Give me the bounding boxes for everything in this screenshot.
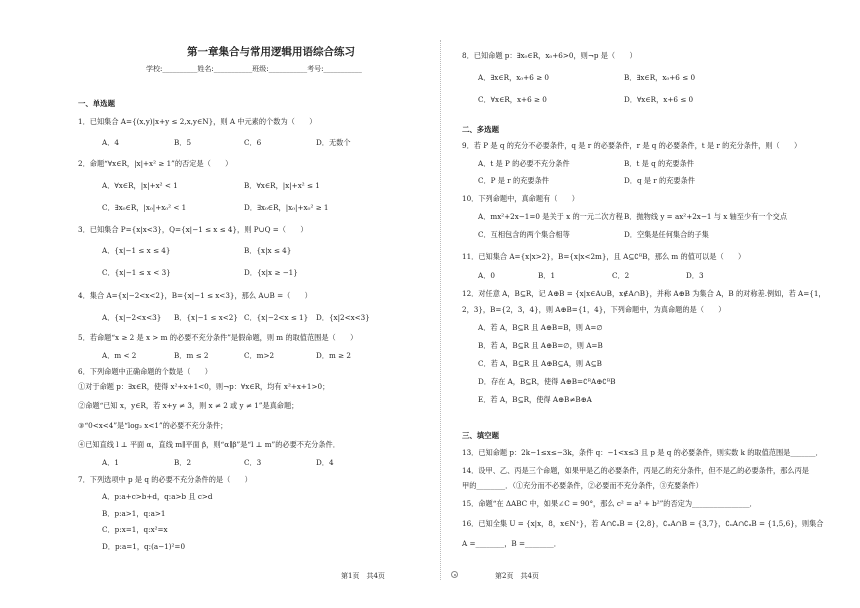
right-line: 2，3}，B={2，3，4}，则 A⊕B={1，4}，下列命题中，为真命题的是（ ） bbox=[462, 305, 726, 314]
right-line: A．0 bbox=[478, 271, 495, 280]
right-line: 10．下列命题中，真命题有（ ） bbox=[462, 194, 579, 203]
left-line: A．{x|−2<x<3} bbox=[102, 313, 162, 322]
left-line: C．{x|−2<x ≤ 1} bbox=[244, 313, 309, 322]
footer-page-left: 第1页 共4页 bbox=[341, 572, 385, 580]
left-line: B．m ≤ 2 bbox=[174, 351, 209, 360]
left-line: B．2 bbox=[174, 458, 192, 467]
section-multiple-choice: 二、多选题 bbox=[462, 125, 499, 134]
right-line: D．∀x∈R，x+6 ≤ 0 bbox=[624, 95, 694, 104]
right-line: 13．已知命题 p：2k−1≤x≤−3k，条件 q：−1<x≤3 且 p 是 q 的必要条件，则实数 k 的取值范围是_______． bbox=[462, 448, 823, 457]
right-line: 9．若 P 是 q 的充分不必要条件，q 是 r 的必要条件，r 是 q 的必要条件，t 是 r 的充分条件，则（ ） bbox=[462, 141, 802, 150]
left-line: D．p:a=1，q:(a−1)²=0 bbox=[102, 542, 186, 551]
right-line: D．q 是 r 的充要条件 bbox=[624, 176, 695, 185]
left-line: 5．若命题“x ≥ 2 是 x > m 的必要不充分条件”是假命题，则 m 的取值范围是（ ） bbox=[78, 333, 358, 342]
left-line: A．4 bbox=[102, 138, 119, 147]
left-line: D．{x|x ≥ −1} bbox=[244, 268, 298, 277]
left-line: B．{x|x ≤ 4} bbox=[244, 246, 292, 255]
left-line: A．1 bbox=[102, 458, 119, 467]
right-line: D．3 bbox=[686, 271, 704, 280]
left-line: 2．命题“∀x∈R，|x|+x² ≥ 1”的否定是（ ） bbox=[78, 159, 233, 168]
right-line: E．若 A，B⊆R，使得 A⊕B≠B⊕A bbox=[478, 395, 592, 404]
left-line: A．p:a+c>b+d，q:a>b 且 c>d bbox=[102, 492, 213, 501]
left-line: 3．已知集合 P={x|x<3}，Q={x|−1 ≤ x ≤ 4}，则 P∪Q =（ ） bbox=[78, 225, 308, 234]
left-line: D．无数个 bbox=[316, 138, 351, 147]
page-title: 第一章集合与常用逻辑用语综合练习 bbox=[187, 46, 355, 58]
left-line: C．3 bbox=[244, 458, 262, 467]
footer-page-right: 第2页 共4页 bbox=[495, 572, 539, 580]
right-line: 12．对任意 A，B⊆R，记 A⊕B = {x|x∈A∪B，x∉A∩B}，并称 A⊕B 为集合 A，B 的对称差.例如，若 A={1， bbox=[462, 289, 826, 298]
right-line: C．P 是 r 的充要条件 bbox=[478, 176, 549, 185]
right-line: C．∀x∈R，x+6 ≥ 0 bbox=[478, 95, 547, 104]
right-line: D．存在 A，B⊆R，使得 A⊕B=∁ᴿA⊕∁ᴿB bbox=[478, 377, 616, 386]
right-line: C．互相包含的两个集合相等 bbox=[478, 230, 570, 239]
right-line: D．空集是任何集合的子集 bbox=[624, 230, 709, 239]
left-line: ①对于命题 p：∃x∈R，使得 x²+x+1<0，则¬p：∀x∈R，均有 x²+x+1>0； bbox=[78, 382, 330, 391]
left-line: 4．集合 A={x|−2<x<2}，B={x|−1 ≤ x<3}，那么 A∪B =（ ） bbox=[78, 291, 312, 300]
right-line: B．∃x∈R，x₀+6 ≤ 0 bbox=[624, 73, 696, 82]
left-line: D．{x|2<x<3} bbox=[316, 313, 370, 322]
left-line: B．∀x∈R，|x|+x² ≤ 1 bbox=[244, 181, 320, 190]
left-line: C．{x|−1 ≤ x < 3} bbox=[102, 268, 171, 277]
left-line: D．∃x₀∈R，|x₀|+x₀² ≥ 1 bbox=[244, 203, 329, 212]
right-line: C．2 bbox=[612, 271, 630, 280]
left-line: D．4 bbox=[316, 458, 334, 467]
right-line: A．若 A，B⊆R 且 A⊕B=B，则 A=∅ bbox=[478, 323, 603, 332]
left-line: ③“0<x<4”是“log₂ x<1”的必要不充分条件； bbox=[78, 421, 228, 430]
right-line: A．mx²+2x−1=0 是关于 x 的一元二次方程 bbox=[478, 212, 623, 221]
right-line: A =________，B =________． bbox=[462, 539, 561, 548]
left-line: ④已知直线 l ⊥ 平面 α，直线 m∥平面 β，则“α∥β”是“l ⊥ m”的必要不充分条件． bbox=[78, 440, 340, 449]
left-line: A．{x|−1 ≤ x ≤ 4} bbox=[102, 246, 171, 255]
right-line: A．t 是 P 的必要不充分条件 bbox=[478, 159, 570, 168]
left-line: C．p:x=1，q:x²=x bbox=[102, 525, 168, 534]
right-line: 15．命题“在 ΔABC 中，如果∠C = 90°，那么 c² = a² + b²”的否定为________________． bbox=[462, 499, 757, 508]
left-line: 6．下列命题中正确命题的个数是（ ） bbox=[78, 367, 212, 376]
left-line: C．6 bbox=[244, 138, 262, 147]
right-line: C．若 A，B⊆R 且 A⊕B⊆A，则 A⊆B bbox=[478, 359, 602, 368]
section-fill-blank: 三、填空题 bbox=[462, 431, 499, 440]
right-line: A．∃x∈R，x₀+6 ≥ 0 bbox=[478, 73, 549, 82]
left-line: 1．已知集合 A={(x,y)|x+y ≤ 2,x,y∈N}，则 A 中元素的个数为（ ） bbox=[78, 117, 317, 126]
left-line: 7．下列选项中 p 是 q 的必要不充分条件的是（ ） bbox=[78, 475, 252, 484]
right-line: B．若 A，B⊆R 且 A⊕B=∅，则 A=B bbox=[478, 341, 603, 350]
left-line: C．∃x₀∈R，|x₀|+x₀² < 1 bbox=[102, 203, 187, 212]
right-line: 11．已知集合 A={x|x>2}，B={x|x<2m}，且 A⊆∁ᴿB，那么 m 的值可以是（ ） bbox=[462, 252, 746, 261]
section-single-choice: 一、单选题 bbox=[78, 99, 115, 108]
right-line: B．抛物线 y = ax²+2x−1 与 x 轴至少有一个交点 bbox=[624, 212, 788, 221]
right-line: 8．已知命题 p：∃x₀∈R，x₀+6>0，则¬p 是（ ） bbox=[462, 51, 637, 60]
left-line: ②命题“已知 x，y∈R，若 x+y ≠ 3，则 x ≠ 2 或 y ≠ 1”是真命题； bbox=[78, 401, 299, 410]
left-line: C．m>2 bbox=[244, 351, 275, 360]
right-line: 14．设甲、乙、丙是三个命题，如果甲是乙的必要条件，丙是乙的充分条件，但不是乙的必要条件，那么丙是 bbox=[462, 466, 809, 475]
left-line: B．{x|−1 ≤ x<2} bbox=[174, 313, 238, 322]
student-info-line: 学校:__________姓名:___________班级:___________考号:___________ bbox=[146, 65, 362, 73]
left-line: B．p:a>1，q:a>1 bbox=[102, 509, 166, 518]
page-divider bbox=[440, 40, 441, 580]
right-line: 16．已知全集 U = {x|x，8，x∈N⁺}，若 A∩∁ᵤB = {2,8}，∁ᵤA∩B = {3,7}，∁ᵤA∩∁ᵤB = {1,5,6}，则集合 bbox=[462, 519, 824, 528]
right-line: 甲的________．（①充分而不必要条件，②必要而不充分条件，③充要条件） bbox=[462, 481, 703, 490]
right-line: B．t 是 q 的充要条件 bbox=[624, 159, 694, 168]
center-binding-mark bbox=[451, 571, 458, 578]
left-line: A．m < 2 bbox=[102, 351, 137, 360]
right-line: B．1 bbox=[538, 271, 556, 280]
left-line: D．m ≥ 2 bbox=[316, 351, 351, 360]
left-line: A．∀x∈R，|x|+x² < 1 bbox=[102, 181, 178, 190]
left-line: B．5 bbox=[174, 138, 192, 147]
